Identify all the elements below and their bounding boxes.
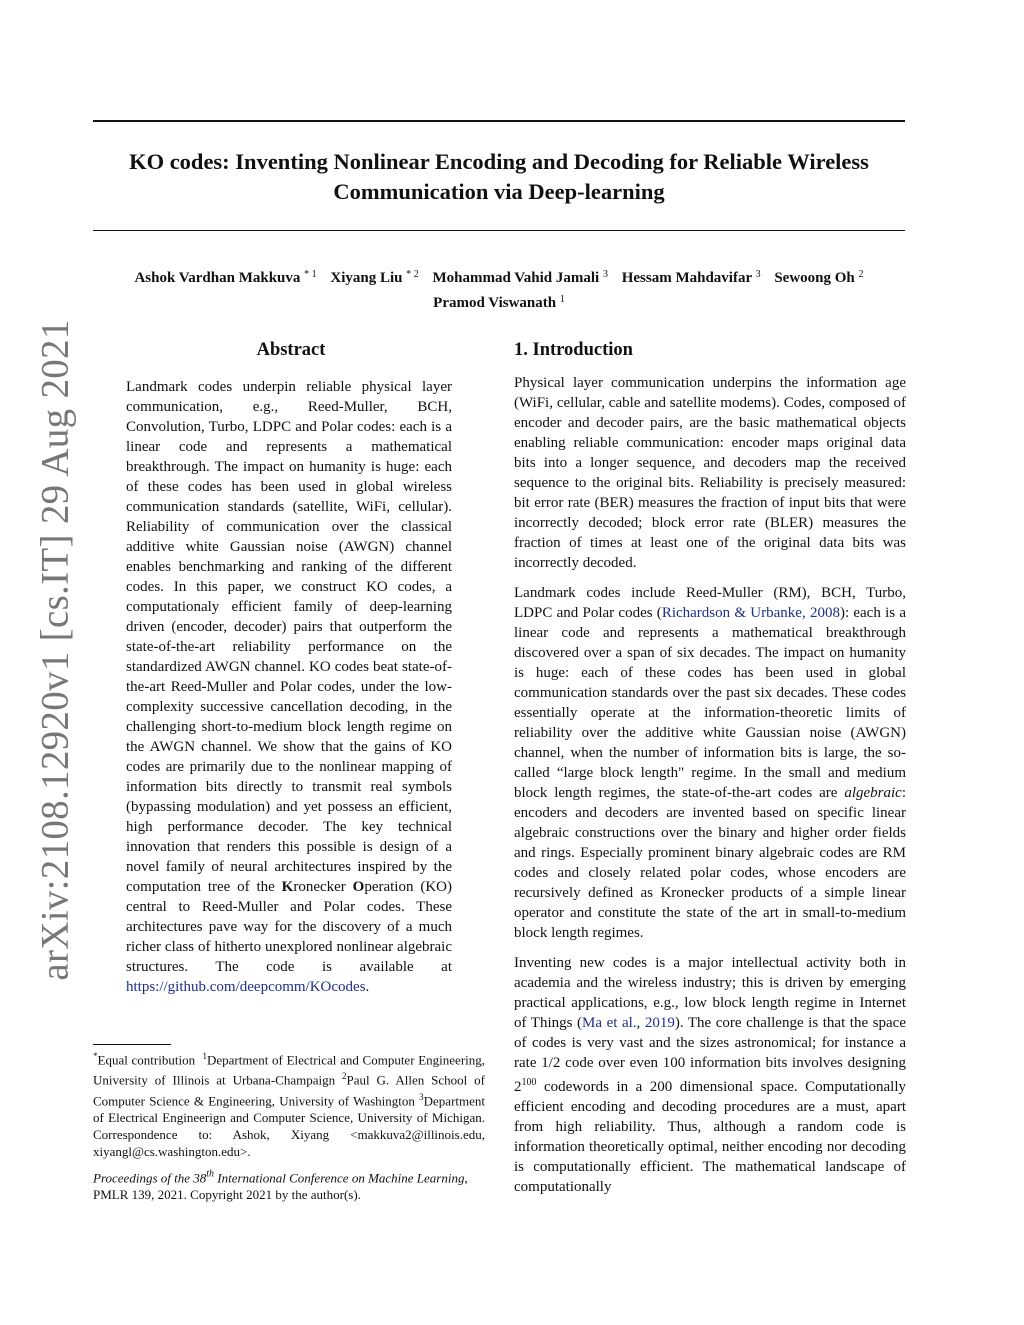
intro-paragraph: Landmark codes include Reed-Muller (RM), BCH, Turbo, LDPC and Polar codes (Richardson & Urbanke, 2008): each is a linear code and represents a mathematical breakthrough discovered over a span of six decades. The impact on humanity is huge: each of these codes has been used in global communication standards over the past six decades. These codes essentially operate at the information-theoretic limits of reliability over the additive white Gaussian noise (AWGN) channel, when the number of information bits is large, the so-called “large block length" regime. In the small and medium block length regimes, the state-of-the-art codes are algebraic: encoders and decoders are invented based on specific linear algebraic constructions over the binary and higher order fields and rings. Especially prominent binary algebraic codes are RM codes and closely related polar codes, whose encoders are recursively defined as Kronecker products of a simple linear operator and constitute the state of the art in small-to-medium block length regimes. — [514, 585, 906, 941]
intro-paragraph: Physical layer communication underpins the information age (WiFi, cellular, cable and satellite modems). Codes, composed of encoder and decoder pairs, are the basic mathematical objects enabling reliable communication: encoder maps original data bits into a longer sequence, and decoders map the received sequence to the original bits. Reliability is precisely measured: bit error rate (BER) measures the fraction of input bits that were incorrectly decoded; block error rate (BLER) measures the fraction of times at least one of the original data bits was incorrectly decoded. — [514, 375, 906, 571]
introduction-body — [514, 373, 906, 1207]
abstract-text: Landmark codes underpin reliable physical layer communication, e.g., Reed-Muller, BCH, Convolution, Turbo, LDPC and Polar codes: each is a linear code and represents a mathematical breakthrough. The impact on humanity is huge: each of these codes has been used in global wireless communication standards (satellite, WiFi, cellular). Reliability of communication over the classical additive white Gaussian noise (AWGN) channel enables benchmarking and ranking of the different codes. In this paper, we construct KO codes, a computationaly efficient family of deep-learning driven (encoder, decoder) pairs that outperform the state-of-the-art reliability performance on the standardized AWGN channel. KO codes beat state-of-the-art Reed-Muller and Polar codes, under the low-complexity successive cancellation decoding, in the challenging short-to-medium block length regime on the AWGN channel. We show that the gains of KO codes are primarily due to the nonlinear mapping of information bits directly to transmit real symbols (bypassing modulation) and yet possess an efficient, high performance decoder. The key technical innovation that renders this possible is design of a novel family of neural architectures inspired by the computation tree of the Kronecker Operation (KO) central to Reed-Muller and Polar codes. These architectures pave way for the discovery of a much richer class of hitherto unexplored nonlinear algebraic structures. The code is available at https://github.com/deepcomm/KOcodes. — [126, 379, 452, 995]
citation-link[interactable]: 2019 — [644, 1015, 675, 1031]
abstract-heading: Abstract — [256, 340, 326, 360]
title-rule-top — [93, 120, 905, 122]
citation-link[interactable]: Ma et al. — [582, 1015, 637, 1031]
affiliation-footnote: *Equal contribution $^1$Department of Electrical and Computer Engineering, University of Illinois at Urbana-Champaign $^2$Paul G. Allen School of Computer Science & Engineering, University of Washington $^3$Department of Electrical Engineerign and Computer Science, University of Michigan. Correspondence to: Ashok, Xiyang <makkuva2@illinois.edu, xiyangl@cs.washington.edu>. — [93, 1051, 486, 1159]
citation-link[interactable]: Richardson & Urbanke, 2008 — [661, 605, 840, 621]
intro-paragraph: Inventing new codes is a major intellectual activity both in academia and the wireless industry; this is driven by emerging practical applications, e.g., low block length regime in Internet of Things (Ma et al., 2019). The core challenge is that the space of codes is very vast and the sizes astronomical; for instance a rate 1/2 code over even 100 information bits involves designing $2^{100}$ codewords in a 200 dimensional space. Computationally efficient encoding and decoding procedures are a must, apart from high reliability. Thus, although a random code is information theoretically optimal, neither encoding nor decoding is computationally efficient. The mathematical landscape of computationally — [514, 955, 906, 1195]
author: Hessam Mahdavifar $^3$ — [621, 269, 761, 286]
author-list — [93, 264, 905, 314]
introduction-heading: 1. Introduction — [514, 340, 633, 360]
author: Ashok Vardhan Makkuva $^{* 1}$ — [134, 269, 317, 286]
author: Mohammad Vahid Jamali $^3$ — [432, 269, 608, 286]
author: Pramod Viswanath $^1$ — [433, 294, 565, 311]
paper-title: KO codes: Inventing Nonlinear Encoding and Decoding for Reliable Wireless Communication via Deep-learning — [129, 149, 869, 204]
title-rule-bottom — [93, 230, 905, 231]
author: Xiyang Liu $^{* 2}$ — [330, 269, 419, 286]
author: Sewoong Oh $^2$ — [774, 269, 864, 286]
footnote-rule — [93, 1044, 171, 1045]
proceedings-note: Proceedings of the 38th International Conference on Machine Learning, PMLR 139, 2021. Copyright 2021 by the author(s). — [93, 1169, 468, 1203]
code-repository-link[interactable]: https://github.com/deepcomm/KOcodes — [126, 979, 366, 995]
